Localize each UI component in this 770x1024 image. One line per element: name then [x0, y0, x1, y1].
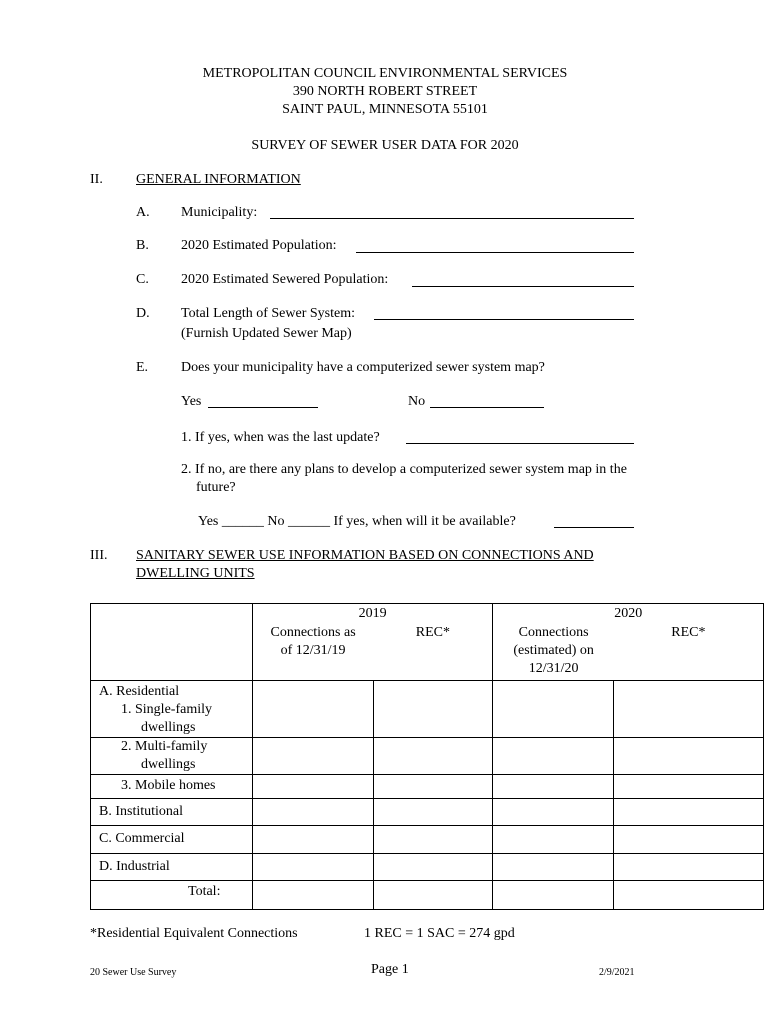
plans-question-line2: future? — [196, 480, 236, 495]
total-connections-2020[interactable] — [493, 881, 614, 910]
last-update-field[interactable] — [406, 443, 634, 444]
item-e-letter: E. — [136, 360, 149, 375]
total-rec-2019[interactable] — [373, 881, 493, 910]
no-label: No — [408, 394, 426, 409]
connections-2020-header: Connections (estimated) on 12/31/20 — [493, 624, 614, 681]
sewered-population-label: 2020 Estimated Sewered Population: — [181, 272, 389, 287]
total-rec-2020[interactable] — [614, 881, 764, 910]
single-family-connections-2019[interactable] — [252, 681, 373, 738]
population-field[interactable] — [356, 252, 634, 253]
industrial-rec-2020[interactable] — [614, 854, 764, 881]
agency-city: SAINT PAUL, MINNESOTA 55101 — [282, 102, 488, 117]
page-number: Page 1 — [371, 962, 409, 977]
multi-family-connections-2019[interactable] — [252, 738, 373, 775]
survey-title: SURVEY OF SEWER USER DATA FOR 2020 — [251, 138, 519, 153]
industrial-rec-2019[interactable] — [373, 854, 493, 881]
agency-name: METROPOLITAN COUNCIL ENVIRONMENTAL SERVICES — [202, 66, 568, 81]
yes-label: Yes — [181, 394, 202, 409]
item-b-letter: B. — [136, 238, 149, 253]
yes-field[interactable] — [208, 407, 318, 408]
agency-street: 390 NORTH ROBERT STREET — [292, 84, 478, 99]
section-3-title-line2: DWELLING UNITS — [136, 566, 255, 581]
rec-footnote: *Residential Equivalent Connections — [90, 926, 298, 941]
institutional-rec-2019[interactable] — [373, 799, 493, 826]
plans-question-line1: 2. If no, are there any plans to develop a computerized sewer system map in the — [181, 462, 627, 477]
commercial-rec-2019[interactable] — [373, 826, 493, 854]
multi-family-rec-2020[interactable] — [614, 738, 764, 775]
multi-family-label-cell: 2. Multi-family dwellings — [91, 738, 253, 775]
section-2-title: GENERAL INFORMATION — [136, 172, 301, 187]
item-d-letter: D. — [136, 306, 150, 321]
institutional-label-cell: B. Institutional — [91, 799, 253, 826]
industrial-connections-2020[interactable] — [493, 854, 614, 881]
population-label: 2020 Estimated Population: — [181, 238, 337, 253]
section-3-title-line1: SANITARY SEWER USE INFORMATION BASED ON CONNECTIONS AND — [136, 548, 594, 563]
sewered-population-field[interactable] — [412, 286, 634, 287]
header-blank-cell — [91, 604, 253, 681]
rec-2019-header: REC* — [373, 624, 493, 681]
availability-field[interactable] — [554, 527, 634, 528]
single-family-rec-2020[interactable] — [614, 681, 764, 738]
single-family-rec-2019[interactable] — [373, 681, 493, 738]
connections-2019-header: Connections as of 12/31/19 — [252, 624, 373, 681]
total-label-cell: Total: — [91, 881, 253, 910]
industrial-connections-2019[interactable] — [252, 854, 373, 881]
residential-label-cell: A. Residential 1. Single-family dwellings — [91, 681, 253, 738]
institutional-connections-2019[interactable] — [252, 799, 373, 826]
sewer-length-field[interactable] — [374, 319, 634, 320]
commercial-connections-2019[interactable] — [252, 826, 373, 854]
sewer-length-label: Total Length of Sewer System: — [181, 306, 355, 321]
mobile-homes-rec-2019[interactable] — [373, 775, 493, 799]
year-2019-header: 2019 — [252, 604, 493, 625]
institutional-rec-2020[interactable] — [614, 799, 764, 826]
total-connections-2019[interactable] — [252, 881, 373, 910]
no-field[interactable] — [430, 407, 544, 408]
rec-2020-header: REC* — [614, 624, 764, 681]
sewer-use-table — [90, 603, 764, 910]
sewer-map-note: (Furnish Updated Sewer Map) — [181, 326, 352, 341]
rec-formula: 1 REC = 1 SAC = 274 gpd — [364, 926, 515, 941]
single-family-connections-2020[interactable] — [493, 681, 614, 738]
computerized-map-question: Does your municipality have a computerized sewer system map? — [181, 360, 545, 375]
multi-family-connections-2020[interactable] — [493, 738, 614, 775]
mobile-homes-connections-2020[interactable] — [493, 775, 614, 799]
section-2-numeral: II. — [90, 172, 103, 187]
mobile-homes-label-cell: 3. Mobile homes — [91, 775, 253, 799]
mobile-homes-connections-2019[interactable] — [252, 775, 373, 799]
year-2020-header: 2020 — [493, 604, 764, 625]
footer-left: 20 Sewer Use Survey — [90, 967, 177, 978]
last-update-question: 1. If yes, when was the last update? — [181, 430, 380, 445]
item-a-letter: A. — [136, 205, 150, 220]
multi-family-rec-2019[interactable] — [373, 738, 493, 775]
commercial-label-cell: C. Commercial — [91, 826, 253, 854]
institutional-connections-2020[interactable] — [493, 799, 614, 826]
plans-answer: Yes ______ No ______ If yes, when will it be available? — [198, 514, 516, 529]
section-3-numeral: III. — [90, 548, 108, 563]
commercial-connections-2020[interactable] — [493, 826, 614, 854]
mobile-homes-rec-2020[interactable] — [614, 775, 764, 799]
industrial-label-cell: D. Industrial — [91, 854, 253, 881]
municipality-field[interactable] — [270, 218, 634, 219]
commercial-rec-2020[interactable] — [614, 826, 764, 854]
item-c-letter: C. — [136, 272, 149, 287]
municipality-label: Municipality: — [181, 205, 258, 220]
footer-date: 2/9/2021 — [599, 967, 635, 978]
